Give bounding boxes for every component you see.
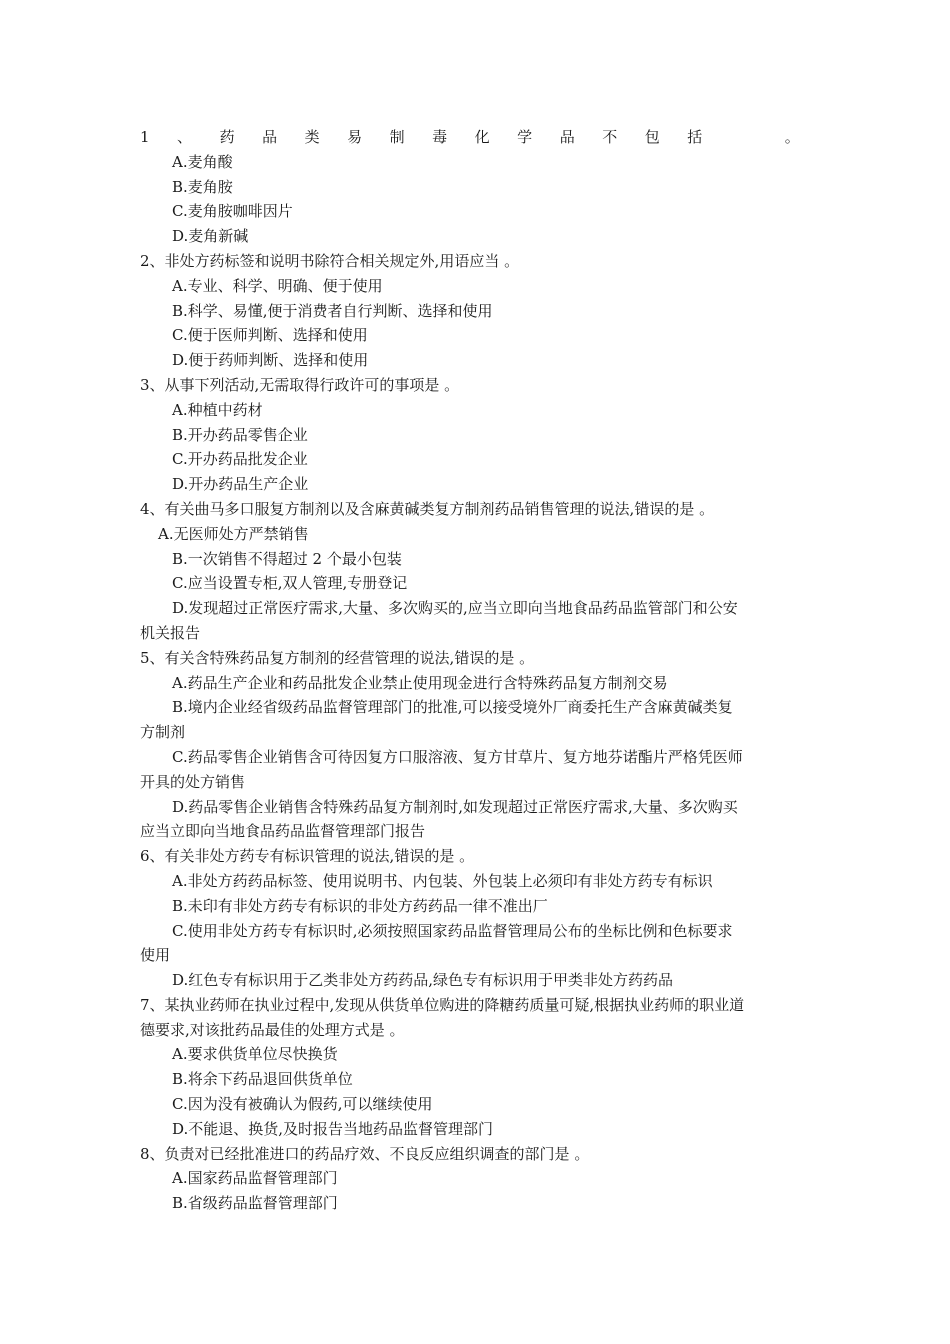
question-4-title: 4、有关曲马多口服复方制剂以及含麻黄碱类复方制剂药品销售管理的说法,错误的是 。 — [140, 499, 715, 518]
q6-option-d: D.红色专有标识用于乙类非处方药药品,绿色专有标识用于甲类非处方药药品 — [172, 971, 674, 990]
q1-char: 药 — [219, 128, 235, 146]
question-7-title-continued: 德要求,对该批药品最佳的处理方式是 。 — [140, 1020, 405, 1039]
q1-char: 学 — [517, 128, 533, 146]
q8-option-b: B.省级药品监督管理部门 — [172, 1194, 338, 1213]
q4-option-d-continued: 机关报告 — [140, 623, 201, 642]
q1-char: 品 — [559, 128, 575, 146]
q5-option-c: C.药品零售企业销售含可待因复方口服溶液、复方甘草片、复方地芬诺酯片严格凭医师 — [172, 747, 743, 766]
question-7-title: 7、某执业药师在执业过程中,发现从供货单位购进的降糖药质量可疑,根据执业药师的职业道 — [140, 995, 745, 1014]
q6-option-c-continued: 使用 — [140, 946, 171, 965]
q5-option-d-continued: 应当立即向当地食品药品监督管理部门报告 — [140, 822, 426, 841]
question-2-title: 2、非处方药标签和说明书除符合相关规定外,用语应当 。 — [140, 251, 520, 270]
q4-option-d: D.发现超过正常医疗需求,大量、多次购买的,应当立即向当地食品药品监管部门和公安 — [172, 599, 738, 618]
q3-option-b: B.开办药品零售企业 — [172, 425, 308, 444]
question-6-title: 6、有关非处方药专有标识管理的说法,错误的是 。 — [140, 847, 475, 866]
q1-char: 易 — [347, 128, 363, 146]
q6-option-c: C.使用非处方药专有标识时,必须按照国家药品监督管理局公布的坐标比例和色标要求 — [172, 921, 733, 940]
q5-option-a: A.药品生产企业和药品批发企业禁止使用现金进行含特殊药品复方制剂交易 — [172, 673, 668, 692]
q1-char: 制 — [389, 128, 405, 146]
q3-option-a: A.种植中药材 — [172, 400, 263, 419]
q7-option-b: B.将余下药品退回供货单位 — [172, 1070, 353, 1089]
q6-option-a: A.非处方药药品标签、使用说明书、内包装、外包装上必须印有非处方药专有标识 — [172, 871, 713, 890]
q5-option-b-continued: 方制剂 — [140, 723, 186, 742]
q1-char: 毒 — [432, 128, 448, 146]
q5-option-d: D.药品零售企业销售含特殊药品复方制剂时,如发现超过正常医疗需求,大量、多次购买 — [172, 797, 738, 816]
q5-option-c-continued: 开具的处方销售 — [140, 772, 246, 791]
q2-option-a: A.专业、科学、明确、便于使用 — [172, 276, 383, 295]
q1-char: 类 — [304, 128, 320, 146]
q1-option-a: A.麦角酸 — [172, 152, 233, 171]
q1-char: 括 — [687, 128, 703, 146]
question-8-title: 8、负责对已经批准进口的药品疗效、不良反应组织调查的部门是 。 — [140, 1144, 590, 1163]
q3-option-d: D.开办药品生产企业 — [172, 475, 309, 494]
q1-char: 品 — [262, 128, 278, 146]
q1-char: 不 — [602, 128, 618, 146]
q1-char: 包 — [644, 128, 660, 146]
q1-char: 。 — [784, 128, 800, 146]
q4-option-a: A.无医师处方严禁销售 — [158, 524, 309, 543]
q1-option-b: B.麦角胺 — [172, 177, 233, 196]
q5-option-b: B.境内企业经省级药品监督管理部门的批准,可以接受境外厂商委托生产含麻黄碱类复 — [172, 698, 733, 717]
q4-option-b: B.一次销售不得超过 2 个最小包装 — [172, 549, 402, 568]
q7-option-c: C.因为没有被确认为假药,可以继续使用 — [172, 1095, 433, 1114]
question-1-title — [140, 125, 800, 150]
q3-option-c: C.开办药品批发企业 — [172, 450, 308, 469]
q1-option-c: C.麦角胺咖啡因片 — [172, 202, 293, 221]
q6-option-b: B.未印有非处方药专有标识的非处方药药品一律不准出厂 — [172, 896, 548, 915]
question-3-title: 3、从事下列活动,无需取得行政许可的事项是 。 — [140, 375, 460, 394]
q4-option-c: C.应当设置专柜,双人管理,专册登记 — [172, 574, 408, 593]
q2-option-b: B.科学、易懂,便于消费者自行判断、选择和使用 — [172, 301, 493, 320]
q8-option-a: A.国家药品监督管理部门 — [172, 1169, 338, 1188]
q1-char: 化 — [474, 128, 490, 146]
q7-option-a: A.要求供货单位尽快换货 — [172, 1045, 338, 1064]
q2-option-d: D.便于药师判断、选择和使用 — [172, 351, 369, 370]
q1-char: 、 — [177, 128, 193, 146]
q2-option-c: C.便于医师判断、选择和使用 — [172, 326, 368, 345]
q1-char: 1 — [140, 128, 150, 146]
q7-option-d: D.不能退、换货,及时报告当地药品监督管理部门 — [172, 1119, 494, 1138]
question-list — [140, 125, 812, 1216]
question-5-title: 5、有关含特殊药品复方制剂的经营管理的说法,错误的是 。 — [140, 648, 535, 667]
q1-option-d: D.麦角新碱 — [172, 227, 249, 246]
